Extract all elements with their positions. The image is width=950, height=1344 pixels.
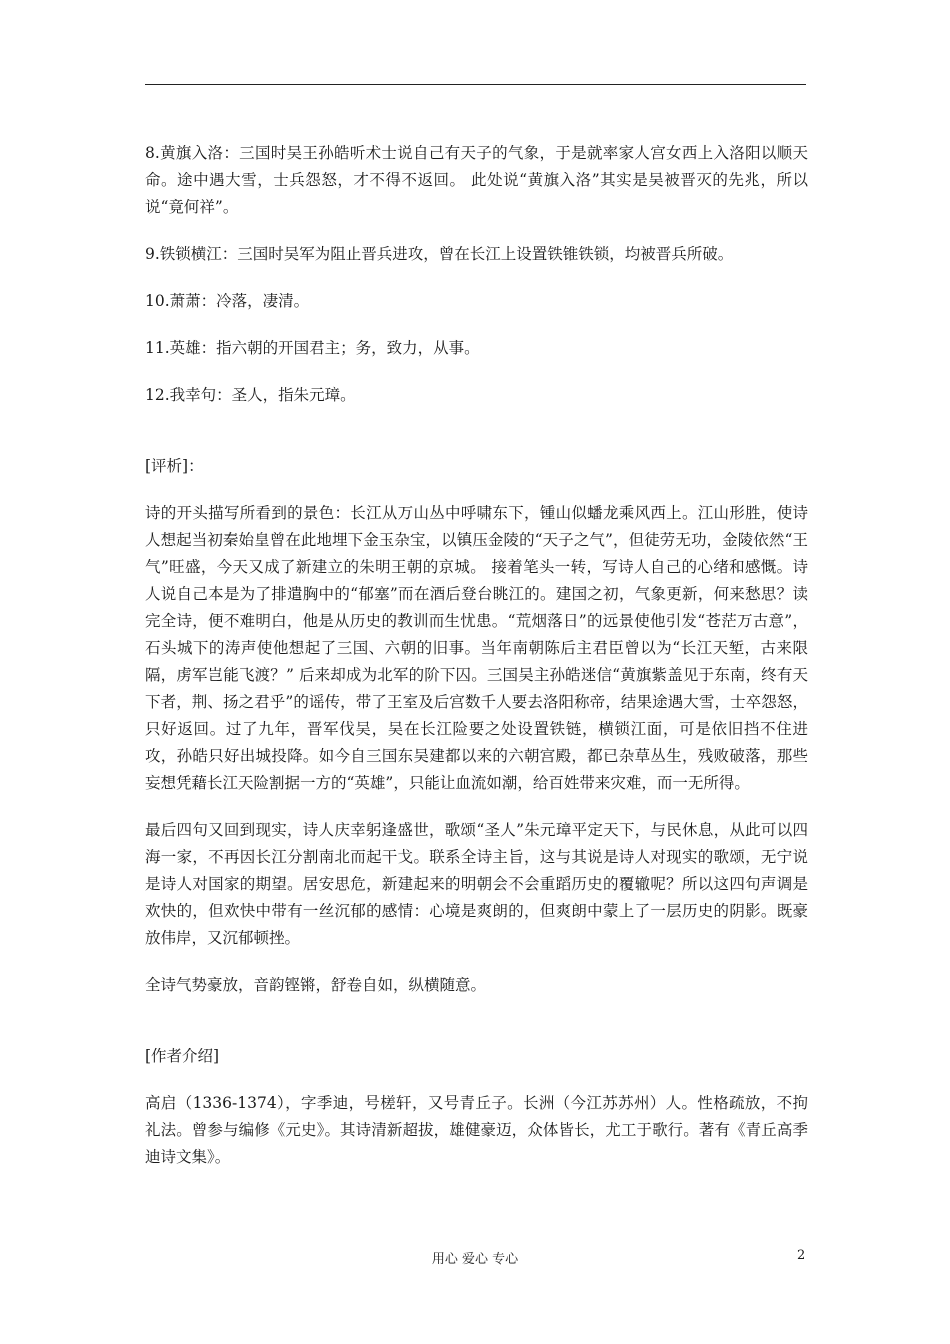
review-paragraph-3: 全诗气势豪放，音韵铿锵，舒卷自如，纵横随意。 <box>145 976 487 994</box>
review-paragraph-2: 最后四句又回到现实，诗人庆幸躬逢盛世，歌颂“圣人”朱元璋平定天下，与民休息，从此可以四海一家，不再因长江分割南北而起干戈。联系全诗主旨，这与其说是诗人对现实的歌颂，无宁说是诗人对国家的期望。居安思危，新建起来的明朝会不会重蹈历史的覆辙呢？所以这四句声调是欢快的，但欢快中带有一丝沉郁的感情：心境是爽朗的，但爽朗中蒙上了一层历史的阴影。既豪放伟岸，又沉郁顿挫。 <box>145 821 808 947</box>
review-heading: [评析]： <box>145 457 204 475</box>
footer-motto: 用心 爱心 专心 <box>431 1252 519 1267</box>
review-paragraph-1: 诗的开头描写所看到的景色：长江从万山丛中呼啸东下，锺山似蟠龙乘风西上。江山形胜，使诗人想起当初秦始皇曾在此地埋下金玉杂宝，以镇压金陵的“天子之气”，但徒劳无功，金陵依然“王气”旺盛，今天又成了新建立的朱明王朝的京城。 接着笔头一转，写诗人自己的心绪和感慨。诗人说自己本是为了排遣胸中的“郁塞”而在酒后登台眺江的。建国之初，气象更新，何来愁思？读完全诗，便不难明白，他是从历史的教训而生忧患。“荒烟落日”的远景使他引发“苍茫万古意”，石头城下的涛声使他想起了三国、六朝的旧事。当年南朝陈后主君臣曾以为“长江天堑，古来限隔，虏军岂能飞渡？” 后来却成为北军的阶下囚。三国吴主孙皓迷信“黄旗紫盖见于东南，终有天下者，荆、扬之君乎”的谣传，带了王室及后宫数千人要去洛阳称帝，结果途遇大雪，士卒怨怒，只好返回。过了九年，晋军伐吴，吴在长江险要之处设置铁链，横锁江面，可是依旧挡不住进攻，孙皓只好出城投降。如今自三国东吴建都以来的六朝宫殿，都已杂草丛生，残败破落，那些妄想凭藉长江天险割据一方的“英雄”，只能让血流如潮，给百姓带来灾难，而一无所得。 <box>145 504 808 792</box>
author-heading: [作者介绍] <box>145 1047 220 1065</box>
note-10: 10.萧萧：冷落，凄清。 <box>145 292 310 310</box>
page-number: 2 <box>797 1248 806 1263</box>
header-rule <box>145 84 806 85</box>
note-8: 8.黄旗入洛：三国时吴王孙皓听术士说自己有天子的气象，于是就率家人宫女西上入洛阳以顺天命。途中遇大雪，士兵怨怒，才不得不返回。 此处说“黄旗入洛”其实是吴被晋灭的先兆，所以说“竟何祥”。 <box>145 144 808 216</box>
note-9: 9.铁锁横江：三国时吴军为阻止晋兵进攻，曾在长江上设置铁锥铁锁，均被晋兵所破。 <box>145 245 734 263</box>
note-11: 11.英雄：指六朝的开国君主；务，致力，从事。 <box>145 339 480 357</box>
document-body <box>145 140 808 1191</box>
note-12: 12.我幸句：圣人，指朱元璋。 <box>145 386 356 404</box>
author-paragraph: 高启（1336-1374），字季迪，号槎轩，又号青丘子。长洲（今江苏苏州）人。性格疏放，不拘礼法。曾参与编修《元史》。其诗清新超拔，雄健豪迈，众体皆长，尤工于歌行。著有《青丘高季迪诗文集》。 <box>145 1094 808 1166</box>
